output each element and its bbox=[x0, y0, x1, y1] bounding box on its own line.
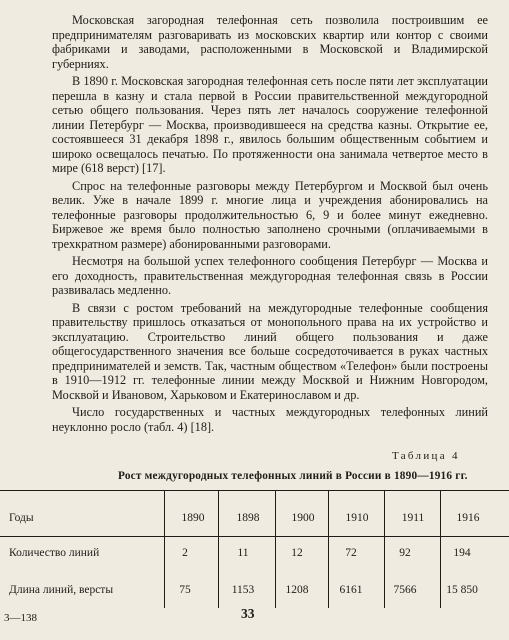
paragraph-2: В 1890 г. Московская загородная телефонная сеть после пяти лет эксплуатации перешла в казну и стала первой в России правительственной междугородной сетью общего пользования. Через пять лет началось сооружение телефонной линии Петербург — Москва, производившееся на средства казны. Открытие ее, состоявшееся 31 декабря 1898 г., явилось большим общественным событием и широко освещалось печатью. По протяженности она занимала четвертое место в мире (618 верст) [17]. bbox=[52, 74, 488, 175]
table-top-rule bbox=[0, 490, 509, 491]
paragraph-5: В связи с ростом требований на междугородные телефонные сообщения правительству пришлось отказаться от монопольного права на их устройство и эксплуатацию. Строительство линий общего пользования и даже общегосударственного значения все больше сосредоточивается в руках частных предпринимателей и земств. Так, частным обществом «Телефон» были построены в 1910—1912 гг. телефонные линии между Москвой и Нижним Новгородом, Москвой и Ивановом, Харьковом и Екатеринославом и др. bbox=[52, 300, 488, 402]
table-cell: 11 bbox=[237, 547, 249, 559]
header-year: 1898 bbox=[236, 512, 260, 524]
table-cell: 2 bbox=[182, 547, 188, 559]
table-title: Рост междугородных телефонных линий в России в 1890—1916 гг. bbox=[118, 470, 468, 482]
table-cell: 75 bbox=[179, 584, 191, 596]
header-year: 1911 bbox=[401, 512, 425, 524]
table-cell: 1208 bbox=[285, 584, 309, 596]
table-cell: 15 850 bbox=[446, 584, 478, 596]
body-text bbox=[52, 13, 488, 437]
table-header-rule bbox=[0, 536, 509, 537]
statistics-table bbox=[0, 490, 509, 608]
table-cell: 194 bbox=[453, 547, 471, 559]
table-label: Таблица 4 bbox=[392, 450, 460, 462]
header-year: 1890 bbox=[181, 512, 205, 524]
header-year: 1910 bbox=[345, 512, 369, 524]
table-cell: 92 bbox=[399, 547, 411, 559]
table-cell: 72 bbox=[345, 547, 357, 559]
table-cell: 12 bbox=[291, 547, 303, 559]
header-label: Годы bbox=[9, 512, 34, 524]
paragraph-4: Несмотря на большой успех телефонного сообщения Петербург — Москва и его доходность, правительственная междугородная телефонная связь в России развивалась медленно. bbox=[52, 254, 488, 297]
header-year: 1900 bbox=[291, 512, 315, 524]
paragraph-1: Московская загородная телефонная сеть позволила построившим ее предпринимателям разговаривать из московских квартир или контор с своими фабриками и заводами, расположенными в Московской и Владимирской губерниях. bbox=[52, 13, 488, 71]
row-label-line-count: Количество линий bbox=[9, 547, 100, 559]
signature-mark: 3—138 bbox=[4, 612, 37, 624]
table-cell: 1153 bbox=[231, 584, 255, 596]
paragraph-6: Число государственных и частных междугородных телефонных линий неуклонно росло (табл. 4) [18]. bbox=[52, 405, 488, 434]
page-number: 33 bbox=[241, 606, 255, 621]
table-cell: 6161 bbox=[339, 584, 363, 596]
table-cell: 7566 bbox=[393, 584, 417, 596]
header-year: 1916 bbox=[456, 512, 480, 524]
row-label-line-length: Длина линий, версты bbox=[9, 584, 114, 596]
paragraph-3: Спрос на телефонные разговоры между Петербургом и Москвой был очень велик. Уже в начале 1899 г. многие лица и учреждения абонировались на телефонные разговоры продолжительностью 6, 9 и более минут ежедневно. Биржевое же время было полностью заполнено срочными (оплачиваемыми в трехкратном размере) абонированными разговорами. bbox=[52, 178, 488, 251]
